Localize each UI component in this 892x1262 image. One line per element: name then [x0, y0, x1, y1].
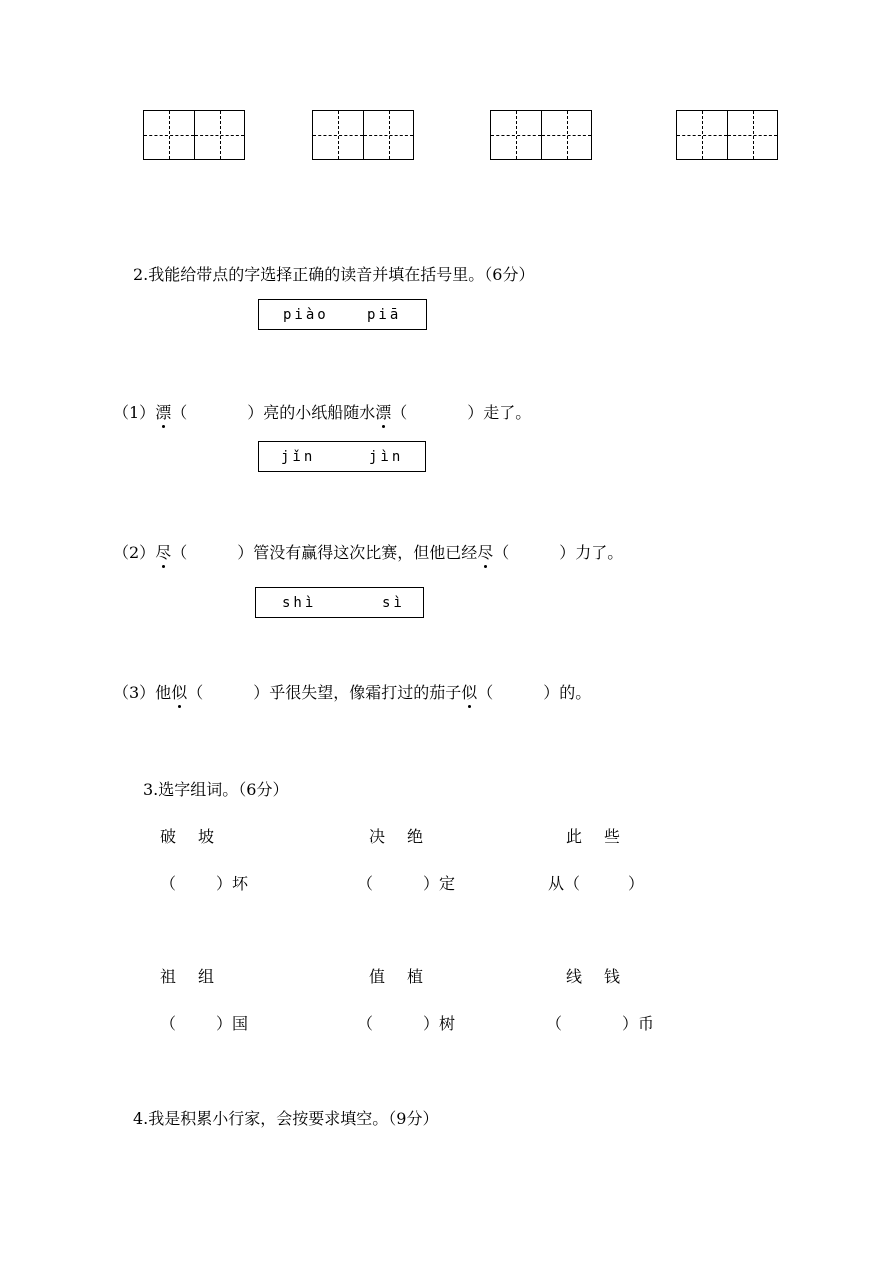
choice-pair: 线 钱 — [566, 967, 624, 986]
pinyin-box-2 — [258, 441, 426, 472]
choice-pair: 此 些 — [566, 827, 624, 846]
pinyin-option: piào — [283, 307, 329, 323]
sentence-2: （2）尽（ ）管没有赢得这次比赛，但他已经尽（ ）力了。 — [113, 543, 624, 562]
word-blank: （ ）坏 — [160, 874, 249, 893]
choice-pair: 值 植 — [369, 967, 427, 986]
sentence-3: （3）他似（ ）乎很失望，像霜打过的茄子似（ ）的。 — [113, 683, 592, 702]
word-blank: （ ）定 — [357, 874, 456, 893]
writing-grid-2 — [312, 110, 414, 160]
writing-grid-1 — [143, 110, 245, 160]
pinyin-option: shì — [282, 595, 317, 611]
pinyin-option: piā — [367, 307, 402, 323]
pinyin-box-1 — [258, 299, 427, 330]
question-4-title: 4.我是积累小行家，会按要求填空。（9分） — [133, 1109, 439, 1128]
pinyin-option: jìn — [369, 449, 404, 465]
pinyin-box-3 — [255, 587, 424, 618]
question-3-title: 3.选字组词。（6分） — [143, 780, 289, 799]
word-blank: 从（ ） — [548, 874, 645, 893]
sentence-1: （1）漂（ ）亮的小纸船随水漂（ ）走了。 — [113, 403, 532, 422]
word-blank: （ ）国 — [160, 1014, 249, 1033]
word-blank: （ ）树 — [357, 1014, 456, 1033]
writing-grid-4 — [676, 110, 778, 160]
pinyin-option: sì — [382, 595, 405, 611]
choice-pair: 破 坡 — [160, 827, 218, 846]
question-2-title: 2.我能给带点的字选择正确的读音并填在括号里。（6分） — [133, 265, 535, 284]
pinyin-option: jǐn — [281, 449, 316, 465]
writing-grid-3 — [490, 110, 592, 160]
choice-pair: 决 绝 — [369, 827, 427, 846]
choice-pair: 祖 组 — [160, 967, 218, 986]
word-blank: （ ）币 — [546, 1014, 655, 1033]
